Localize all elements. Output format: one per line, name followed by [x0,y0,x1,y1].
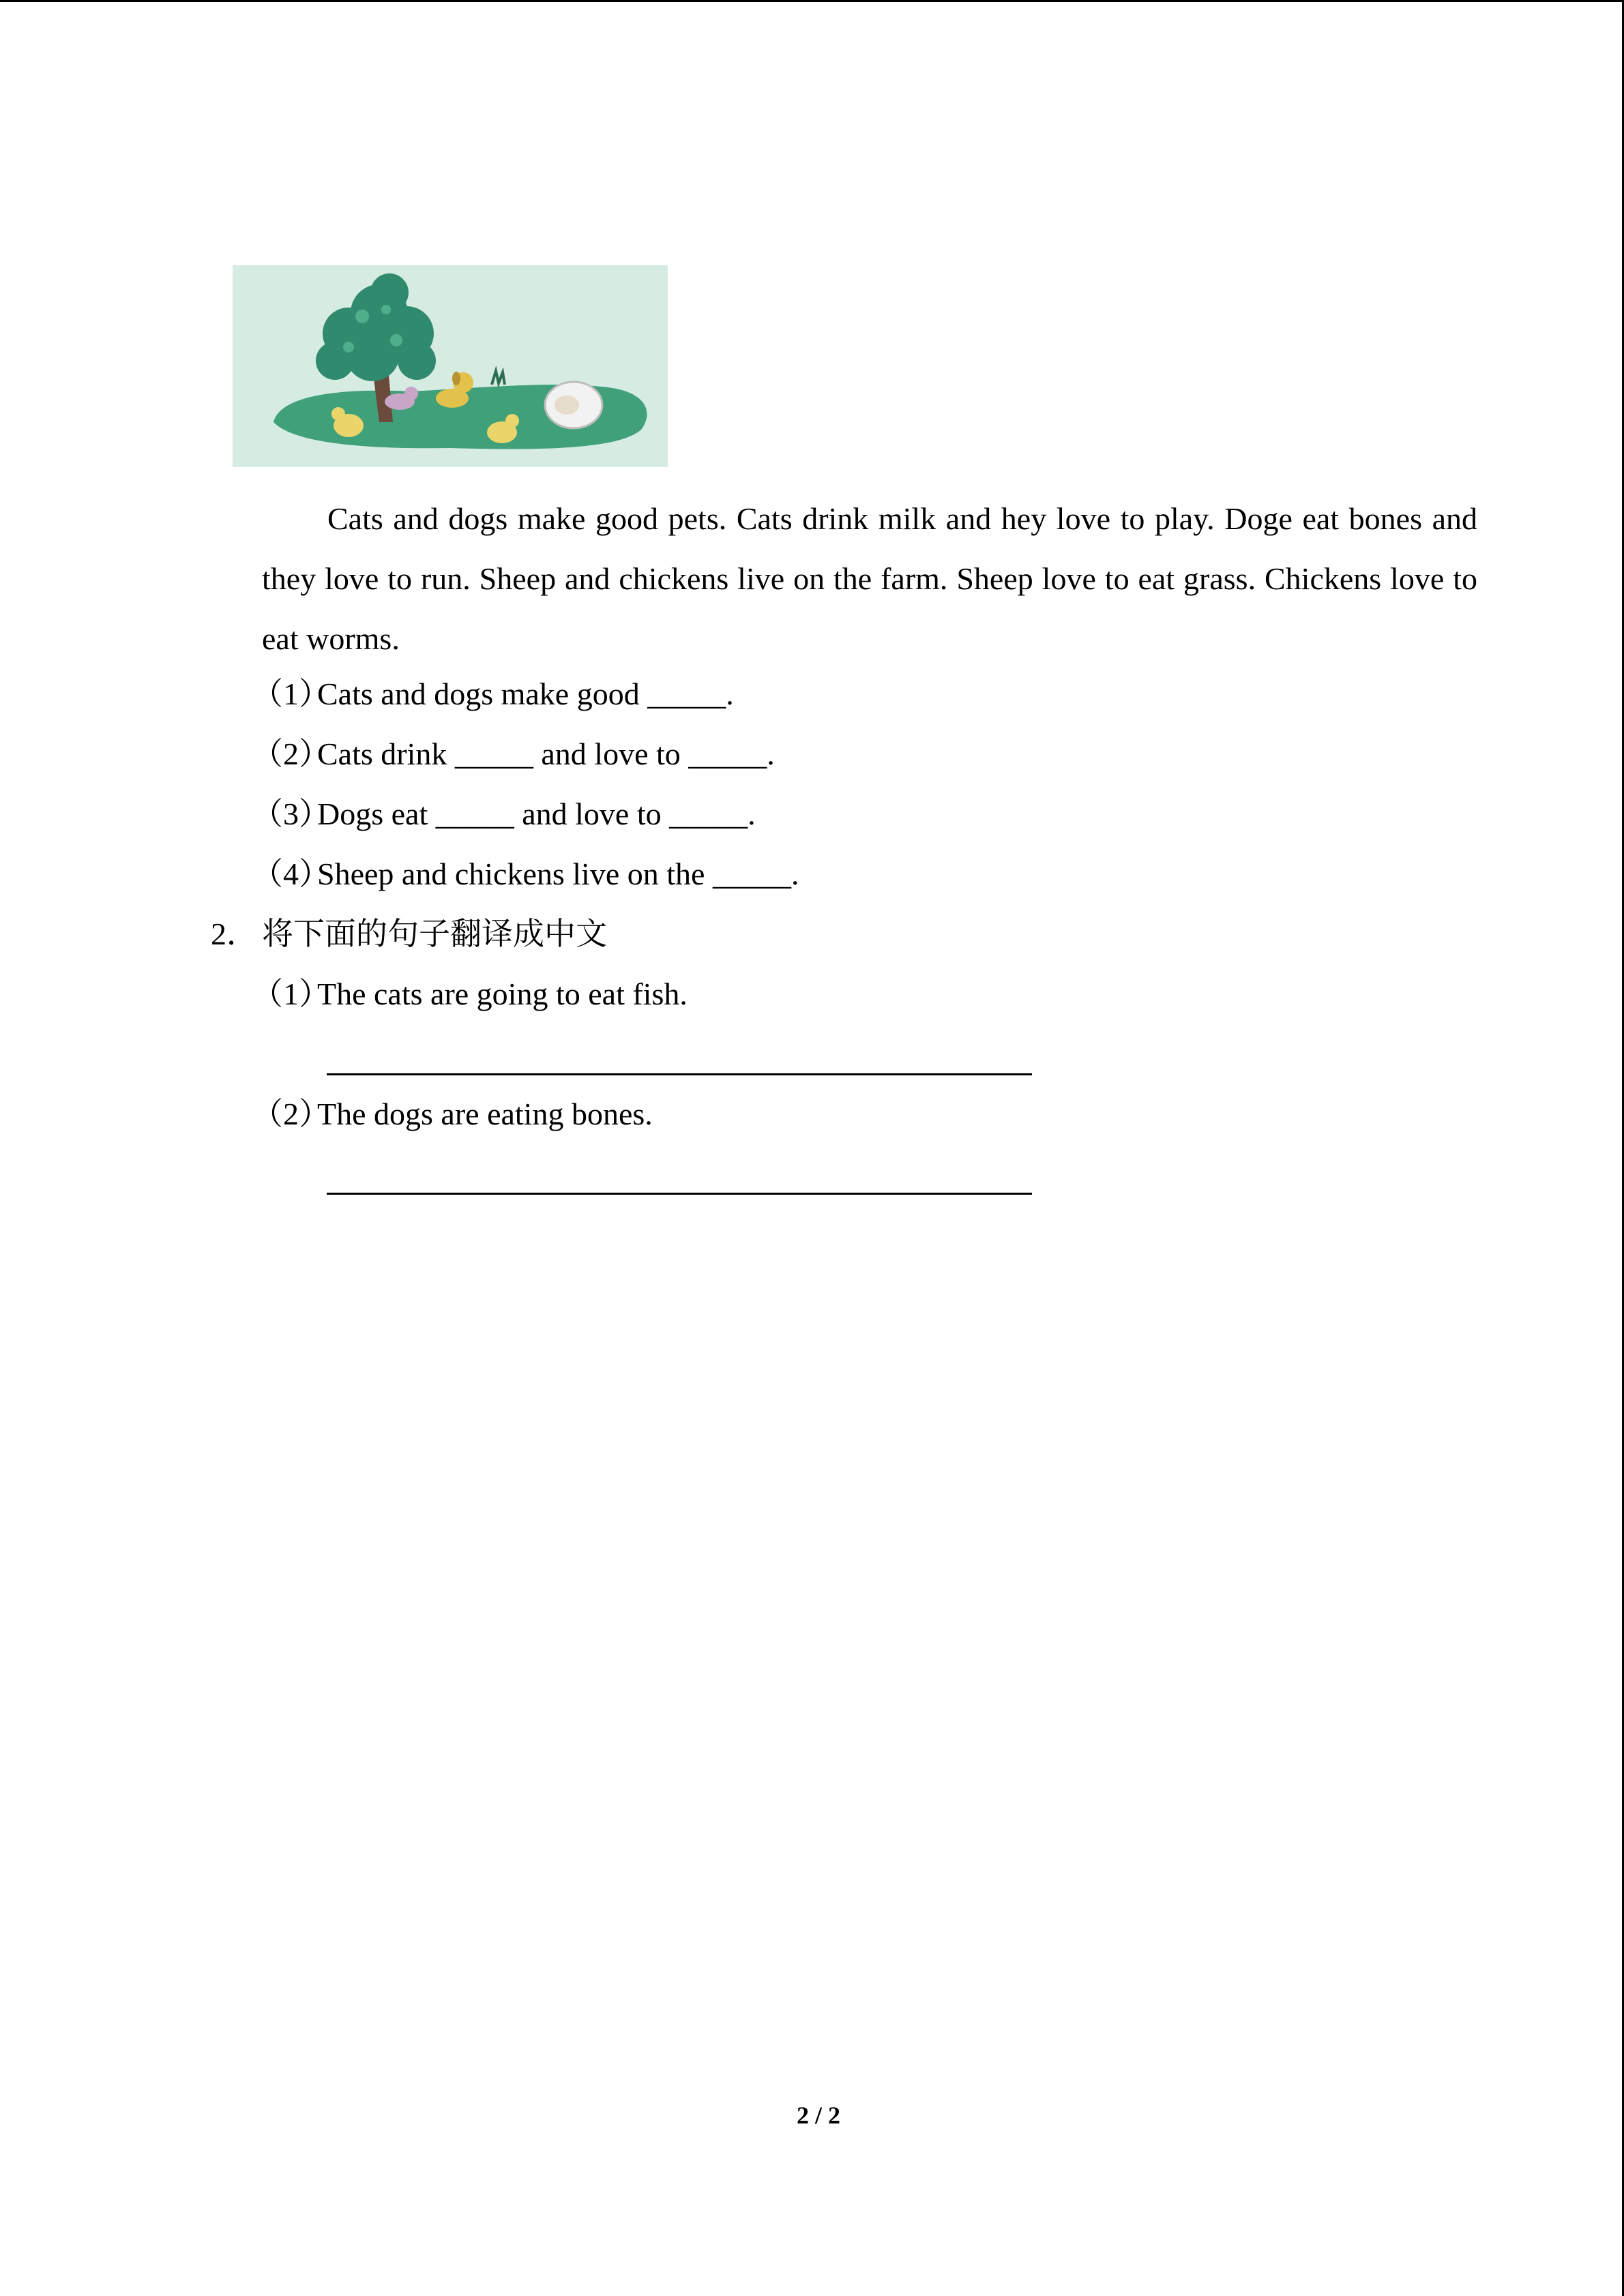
item-text: The cats are going to eat fish. [317,976,688,1011]
translate-item-2 [252,1094,653,1135]
item-text: The dogs are eating bones. [317,1097,653,1131]
section-2-heading [211,914,607,955]
section-title: 将下面的句子翻译成中文 [262,916,607,951]
translate-item-1 [252,974,688,1015]
question-text: Cats and dogs make good _____. [317,676,734,711]
question-2 [252,734,775,775]
question-number: （3） [252,796,330,831]
answer-line-1[interactable] [327,1073,1032,1075]
question-number: （1） [252,676,330,711]
question-text: Cats drink _____ and love to _____. [317,736,775,771]
reading-passage: Cats and dogs make good pets. Cats drink milk and hey love to play. Doge eat bones and they love to run. Sheep and chickens live on the farm. Sheep love to eat grass. Chickens love to eat worms. [262,501,1477,656]
item-number: （2） [252,1097,330,1131]
question-number: （2） [252,736,330,771]
farm-animals-illustration [233,265,668,467]
question-text: Sheep and chickens live on the _____. [317,856,799,891]
answer-line-2[interactable] [327,1193,1032,1195]
section-number: 2． [211,916,258,951]
question-3 [252,794,756,835]
item-number: （1） [252,976,330,1011]
page-number: 2 / 2 [796,2102,840,2129]
question-text: Dogs eat _____ and love to _____. [317,796,756,831]
question-1 [252,674,734,715]
question-4 [252,854,799,895]
question-number: （4） [252,856,330,891]
